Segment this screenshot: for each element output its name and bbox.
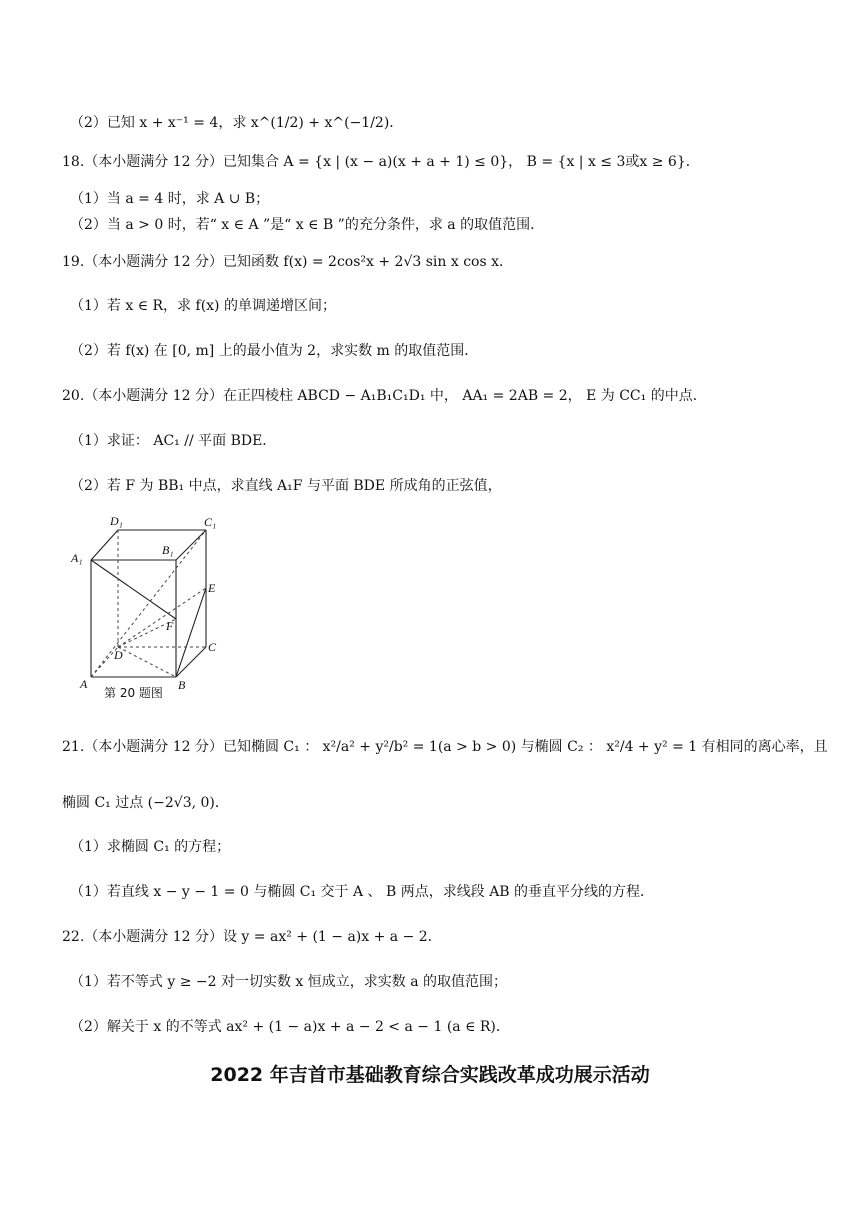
q21-part2: （1）若直线 x − y − 1 = 0 与椭圆 C₁ 交于 A 、 B 两点，求线段 AB 的垂直平分线的方程．	[70, 884, 655, 900]
q18-part2: （2）当 a > 0 时，若“ x ∈ A ”是“ x ∈ B ”的充分条件，求 a 的取值范围．	[70, 217, 545, 233]
label-A: A	[80, 677, 88, 691]
q20-stem: 20.（本小题满分 12 分）在正四棱柱 ABCD − A₁B₁C₁D₁ 中， AA₁ = 2AB = 2， E 为 CC₁ 的中点．	[62, 388, 707, 404]
q18-stem: 18.（本小题满分 12 分）已知集合 A = {x | (x − a)(x + a + 1) ≤ 0}， B = {x | x ≤ 3或x ≥ 6}．	[62, 154, 700, 170]
q21-part1: （1）求椭圆 C₁ 的方程；	[70, 839, 231, 855]
label-B1: B₁	[162, 543, 174, 557]
figure-caption: 第 20 题图	[104, 686, 163, 700]
q20-part1: （1）求证： AC₁ // 平面 BDE．	[70, 433, 277, 449]
q19-stem: 19.（本小题满分 12 分）已知函数 f(x) = 2cos²x + 2√3 sin x cos x．	[62, 254, 514, 270]
q17-part2: （2）已知 x + x⁻¹ = 4，求 x^(1/2) + x^(−1/2)．	[70, 115, 404, 131]
label-A1: A₁	[71, 551, 83, 565]
q19-part1: （1）若 x ∈ R，求 f(x) 的单调递增区间；	[70, 298, 336, 314]
q18-part1: （1）当 a = 4 时，求 A ∪ B；	[70, 191, 270, 207]
q21-continuation: 椭圆 C₁ 过点 (−2√3, 0)．	[62, 795, 229, 811]
q19-part2: （2）若 f(x) 在 [0, m] 上的最小值为 2，求实数 m 的取值范围．	[70, 343, 479, 359]
label-C: C	[208, 640, 217, 654]
label-D: D	[114, 648, 123, 662]
prism-figure	[66, 512, 226, 707]
label-D1: D₁	[110, 514, 123, 528]
footer-title: 2022 年吉首市基础教育综合实践改革成功展示活动	[210, 1064, 650, 1086]
q22-part2: （2）解关于 x 的不等式 ax² + (1 − a)x + a − 2 < a − 1 (a ∈ R)．	[70, 1019, 510, 1035]
q22-stem: 22.（本小题满分 12 分）设 y = ax² + (1 − a)x + a − 2．	[62, 929, 442, 945]
label-C1: C₁	[204, 515, 217, 529]
q21-stem: 21.（本小题满分 12 分）已知椭圆 C₁ ： x²/a² + y²/b² = 1(a > b > 0) 与椭圆 C₂ ： x²/4 + y² = 1 有相同的离心率，且	[62, 739, 828, 755]
label-F: F	[166, 619, 174, 633]
label-E: E	[208, 581, 216, 595]
q20-part2: （2）若 F 为 BB₁ 中点，求直线 A₁F 与平面 BDE 所成角的正弦值，	[70, 478, 502, 494]
label-B: B	[178, 678, 186, 692]
q22-part1: （1）若不等式 y ≥ −2 对一切实数 x 恒成立，求实数 a 的取值范围；	[70, 974, 508, 990]
